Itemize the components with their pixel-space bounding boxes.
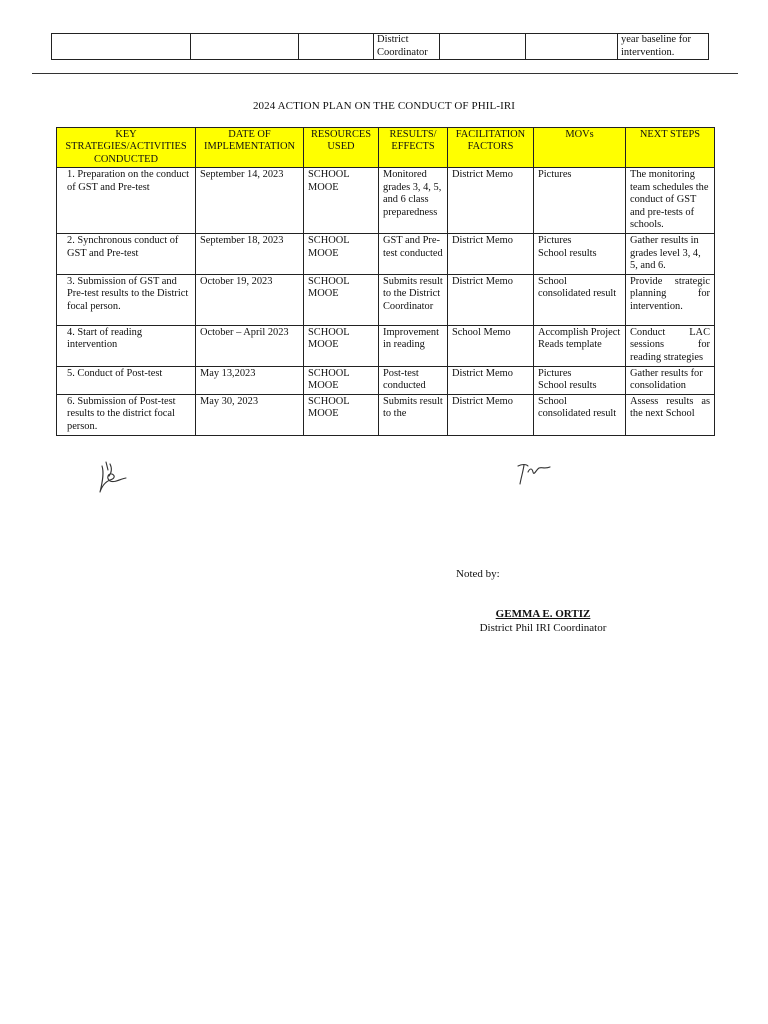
next-steps-cell: Conduct LAC sessions for reading strategies bbox=[626, 325, 715, 366]
strategy-cell: 5. Conduct of Post-test bbox=[57, 366, 196, 394]
table-row bbox=[57, 325, 715, 366]
table-row bbox=[57, 394, 715, 435]
movs-cell: Pictures School results bbox=[534, 366, 626, 394]
divider bbox=[32, 73, 738, 74]
movs-cell: School consolidated result bbox=[534, 394, 626, 435]
factors-cell: School Memo bbox=[448, 325, 534, 366]
resources-cell: SCHOOL MOOE bbox=[304, 325, 379, 366]
movs-cell: Accomplish Project Reads template bbox=[534, 325, 626, 366]
strategy-cell: 6. Submission of Post-test results to the district focal person. bbox=[57, 394, 196, 435]
table-row bbox=[57, 366, 715, 394]
resources-cell: SCHOOL MOOE bbox=[304, 168, 379, 234]
strategy-cell: 2. Synchronous conduct of GST and Pre-test bbox=[57, 233, 196, 274]
results-cell: Submits result to the District Coordinator bbox=[379, 274, 448, 325]
resources-cell: SCHOOL MOOE bbox=[304, 366, 379, 394]
coordinator-name: GEMMA E. ORTIZ bbox=[495, 608, 591, 620]
column-header-movs: MOVs bbox=[534, 128, 626, 168]
table-cell: District Coordinator bbox=[374, 34, 440, 60]
resources-cell: SCHOOL MOOE bbox=[304, 274, 379, 325]
table-row bbox=[57, 274, 715, 325]
date-cell: October – April 2023 bbox=[196, 325, 304, 366]
action-plan-table bbox=[56, 127, 715, 436]
table-row bbox=[52, 34, 709, 60]
resources-cell: SCHOOL MOOE bbox=[304, 233, 379, 274]
right-signature bbox=[512, 458, 558, 490]
table-cell bbox=[526, 34, 618, 60]
previous-table-fragment bbox=[51, 33, 709, 60]
column-header-strategies: KEY STRATEGIES/ACTIVITIES CONDUCTED bbox=[57, 128, 196, 168]
table-cell bbox=[299, 34, 374, 60]
movs-cell: Pictures bbox=[534, 168, 626, 234]
column-header-date: DATE OF IMPLEMENTATION bbox=[196, 128, 304, 168]
next-steps-cell: Gather results for consolidation bbox=[626, 366, 715, 394]
results-cell: Submits result to the bbox=[379, 394, 448, 435]
strategy-cell: 4. Start of reading intervention bbox=[57, 325, 196, 366]
column-header-next-steps: NEXT STEPS bbox=[626, 128, 715, 168]
table-cell: year baseline for intervention. bbox=[618, 34, 709, 60]
date-cell: May 13,2023 bbox=[196, 366, 304, 394]
results-cell: Monitored grades 3, 4, 5, and 6 class preparedness bbox=[379, 168, 448, 234]
factors-cell: District Memo bbox=[448, 394, 534, 435]
results-cell: Improvement in reading bbox=[379, 325, 448, 366]
left-signature bbox=[90, 458, 136, 498]
results-cell: GST and Pre-test conducted bbox=[379, 233, 448, 274]
table-cell bbox=[191, 34, 299, 60]
table-cell bbox=[52, 34, 191, 60]
results-cell: Post-test conducted bbox=[379, 366, 448, 394]
date-cell: September 18, 2023 bbox=[196, 233, 304, 274]
coordinator-title: District Phil IRI Coordinator bbox=[479, 622, 607, 634]
strategy-cell: 1. Preparation on the conduct of GST and Pre-test bbox=[57, 168, 196, 234]
factors-cell: District Memo bbox=[448, 366, 534, 394]
factors-cell: District Memo bbox=[448, 168, 534, 234]
document-title: 2024 ACTION PLAN ON THE CONDUCT OF PHIL-IRI bbox=[252, 100, 516, 112]
next-steps-cell: Gather results in grades level 3, 4, 5, and 6. bbox=[626, 233, 715, 274]
resources-cell: SCHOOL MOOE bbox=[304, 394, 379, 435]
next-steps-cell: The monitoring team schedules the conduct of GST and pre-tests of schools. bbox=[626, 168, 715, 234]
table-header-row bbox=[57, 128, 715, 168]
date-cell: September 14, 2023 bbox=[196, 168, 304, 234]
table-cell bbox=[440, 34, 526, 60]
column-header-resources: RESOURCES USED bbox=[304, 128, 379, 168]
noted-by-label: Noted by: bbox=[456, 568, 500, 580]
strategy-cell: 3. Submission of GST and Pre-test results to the District focal person. bbox=[57, 274, 196, 325]
movs-cell: Pictures School results bbox=[534, 233, 626, 274]
movs-cell: School consolidated result bbox=[534, 274, 626, 325]
factors-cell: District Memo bbox=[448, 274, 534, 325]
date-cell: October 19, 2023 bbox=[196, 274, 304, 325]
next-steps-cell: Assess results as the next School bbox=[626, 394, 715, 435]
table-row bbox=[57, 233, 715, 274]
column-header-factors: FACILITATION FACTORS bbox=[448, 128, 534, 168]
table-row bbox=[57, 168, 715, 234]
date-cell: May 30, 2023 bbox=[196, 394, 304, 435]
column-header-results: RESULTS/ EFFECTS bbox=[379, 128, 448, 168]
factors-cell: District Memo bbox=[448, 233, 534, 274]
next-steps-cell: Provide strategic planning for intervention. bbox=[626, 274, 715, 325]
